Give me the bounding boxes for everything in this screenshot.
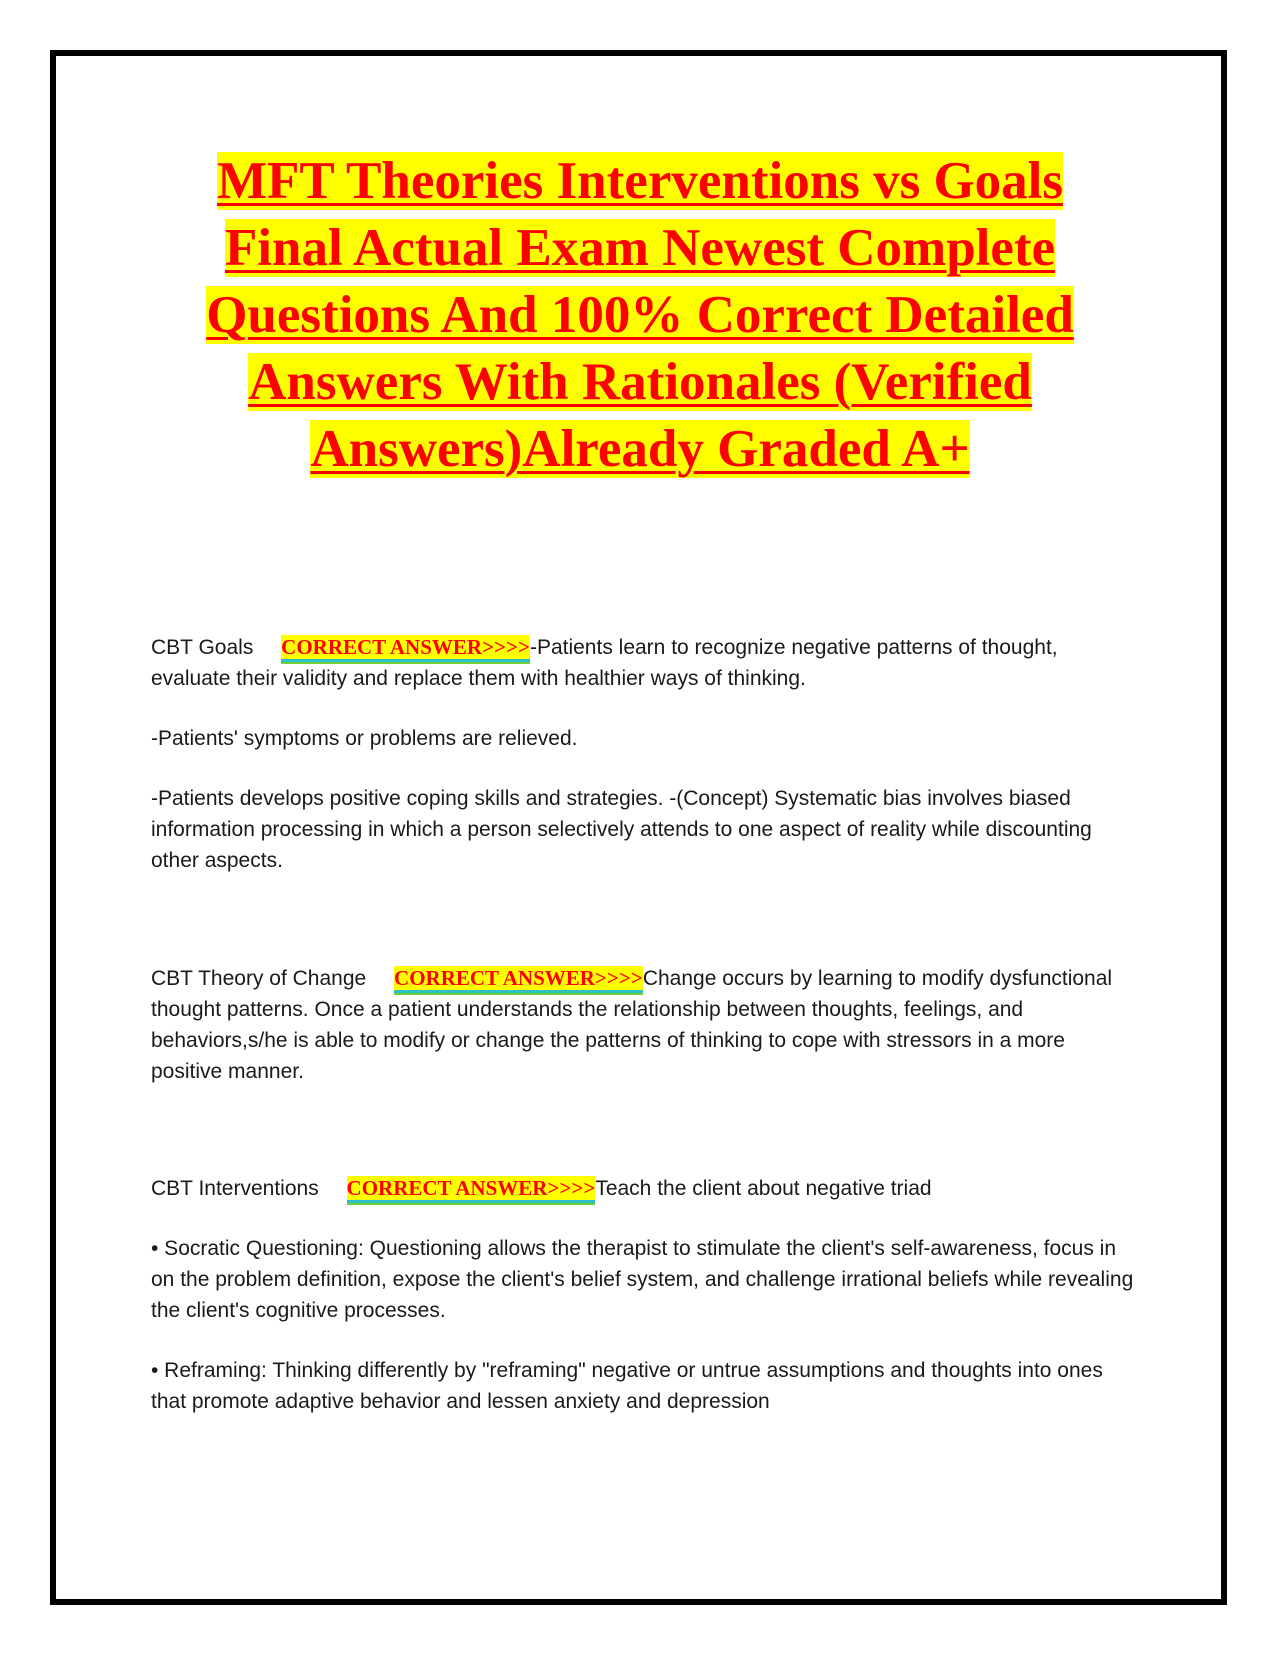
answer-text: -Patients learn to recognize negative patterns of thought, evaluate their validity and replace them with healthier ways of thinking. [151,636,1058,690]
title-line: Questions And 100% Correct Detailed [206,286,1074,344]
title-line: MFT Theories Interventions vs Goals [216,152,1064,210]
question-label: CBT Interventions [151,1177,319,1200]
document-title [110,148,1170,483]
answer-paragraph: -Patients develops positive coping skills and strategies. -(Concept) Systematic bias involves biased information processing in which a person selectively attends to one aspect of reality while discounting other aspects. [151,787,1092,872]
qa-section-cbt-goals [151,632,1141,876]
question-label: CBT Goals [151,636,254,659]
qa-question-line [151,632,1141,694]
title-line: Answers)Already Graded A+ [310,420,970,478]
answer-text: Teach the client about negative triad [595,1177,932,1200]
question-label: CBT Theory of Change [151,967,367,990]
bullet-paragraph: • Reframing: Thinking differently by "reframing" negative or untrue assumptions and thoughts into ones that promote adaptive behavior and lessen anxiety and depression [151,1359,1103,1413]
correct-answer-tag: CORRECT ANSWER>>>> [281,635,530,662]
title-line: Final Actual Exam Newest Complete [224,219,1056,277]
bullet-paragraph: • Socratic Questioning: Questioning allows the therapist to stimulate the client's self-awareness, focus in on the problem definition, expose the client's belief system, and challenge irrational beliefs while revealing the client's cognitive processes. [151,1237,1134,1322]
title-line: Answers With Rationales (Verified [248,353,1032,411]
qa-section-cbt-theory-of-change [151,963,1141,1087]
correct-answer-tag: CORRECT ANSWER>>>> [347,1176,596,1203]
qa-section-cbt-interventions [151,1173,1141,1417]
qa-question-line [151,963,1141,1087]
qa-question-line [151,1173,1141,1204]
answer-text: Change occurs by learning to modify dysfunctional thought patterns. Once a patient understands the relationship between thoughts, feelings, and behaviors,s/he is able to modify or change the patterns of thinking to cope with stressors in a more positive manner. [151,967,1113,1083]
correct-answer-tag: CORRECT ANSWER>>>> [394,966,643,993]
answer-paragraph: -Patients' symptoms or problems are relieved. [151,727,578,750]
